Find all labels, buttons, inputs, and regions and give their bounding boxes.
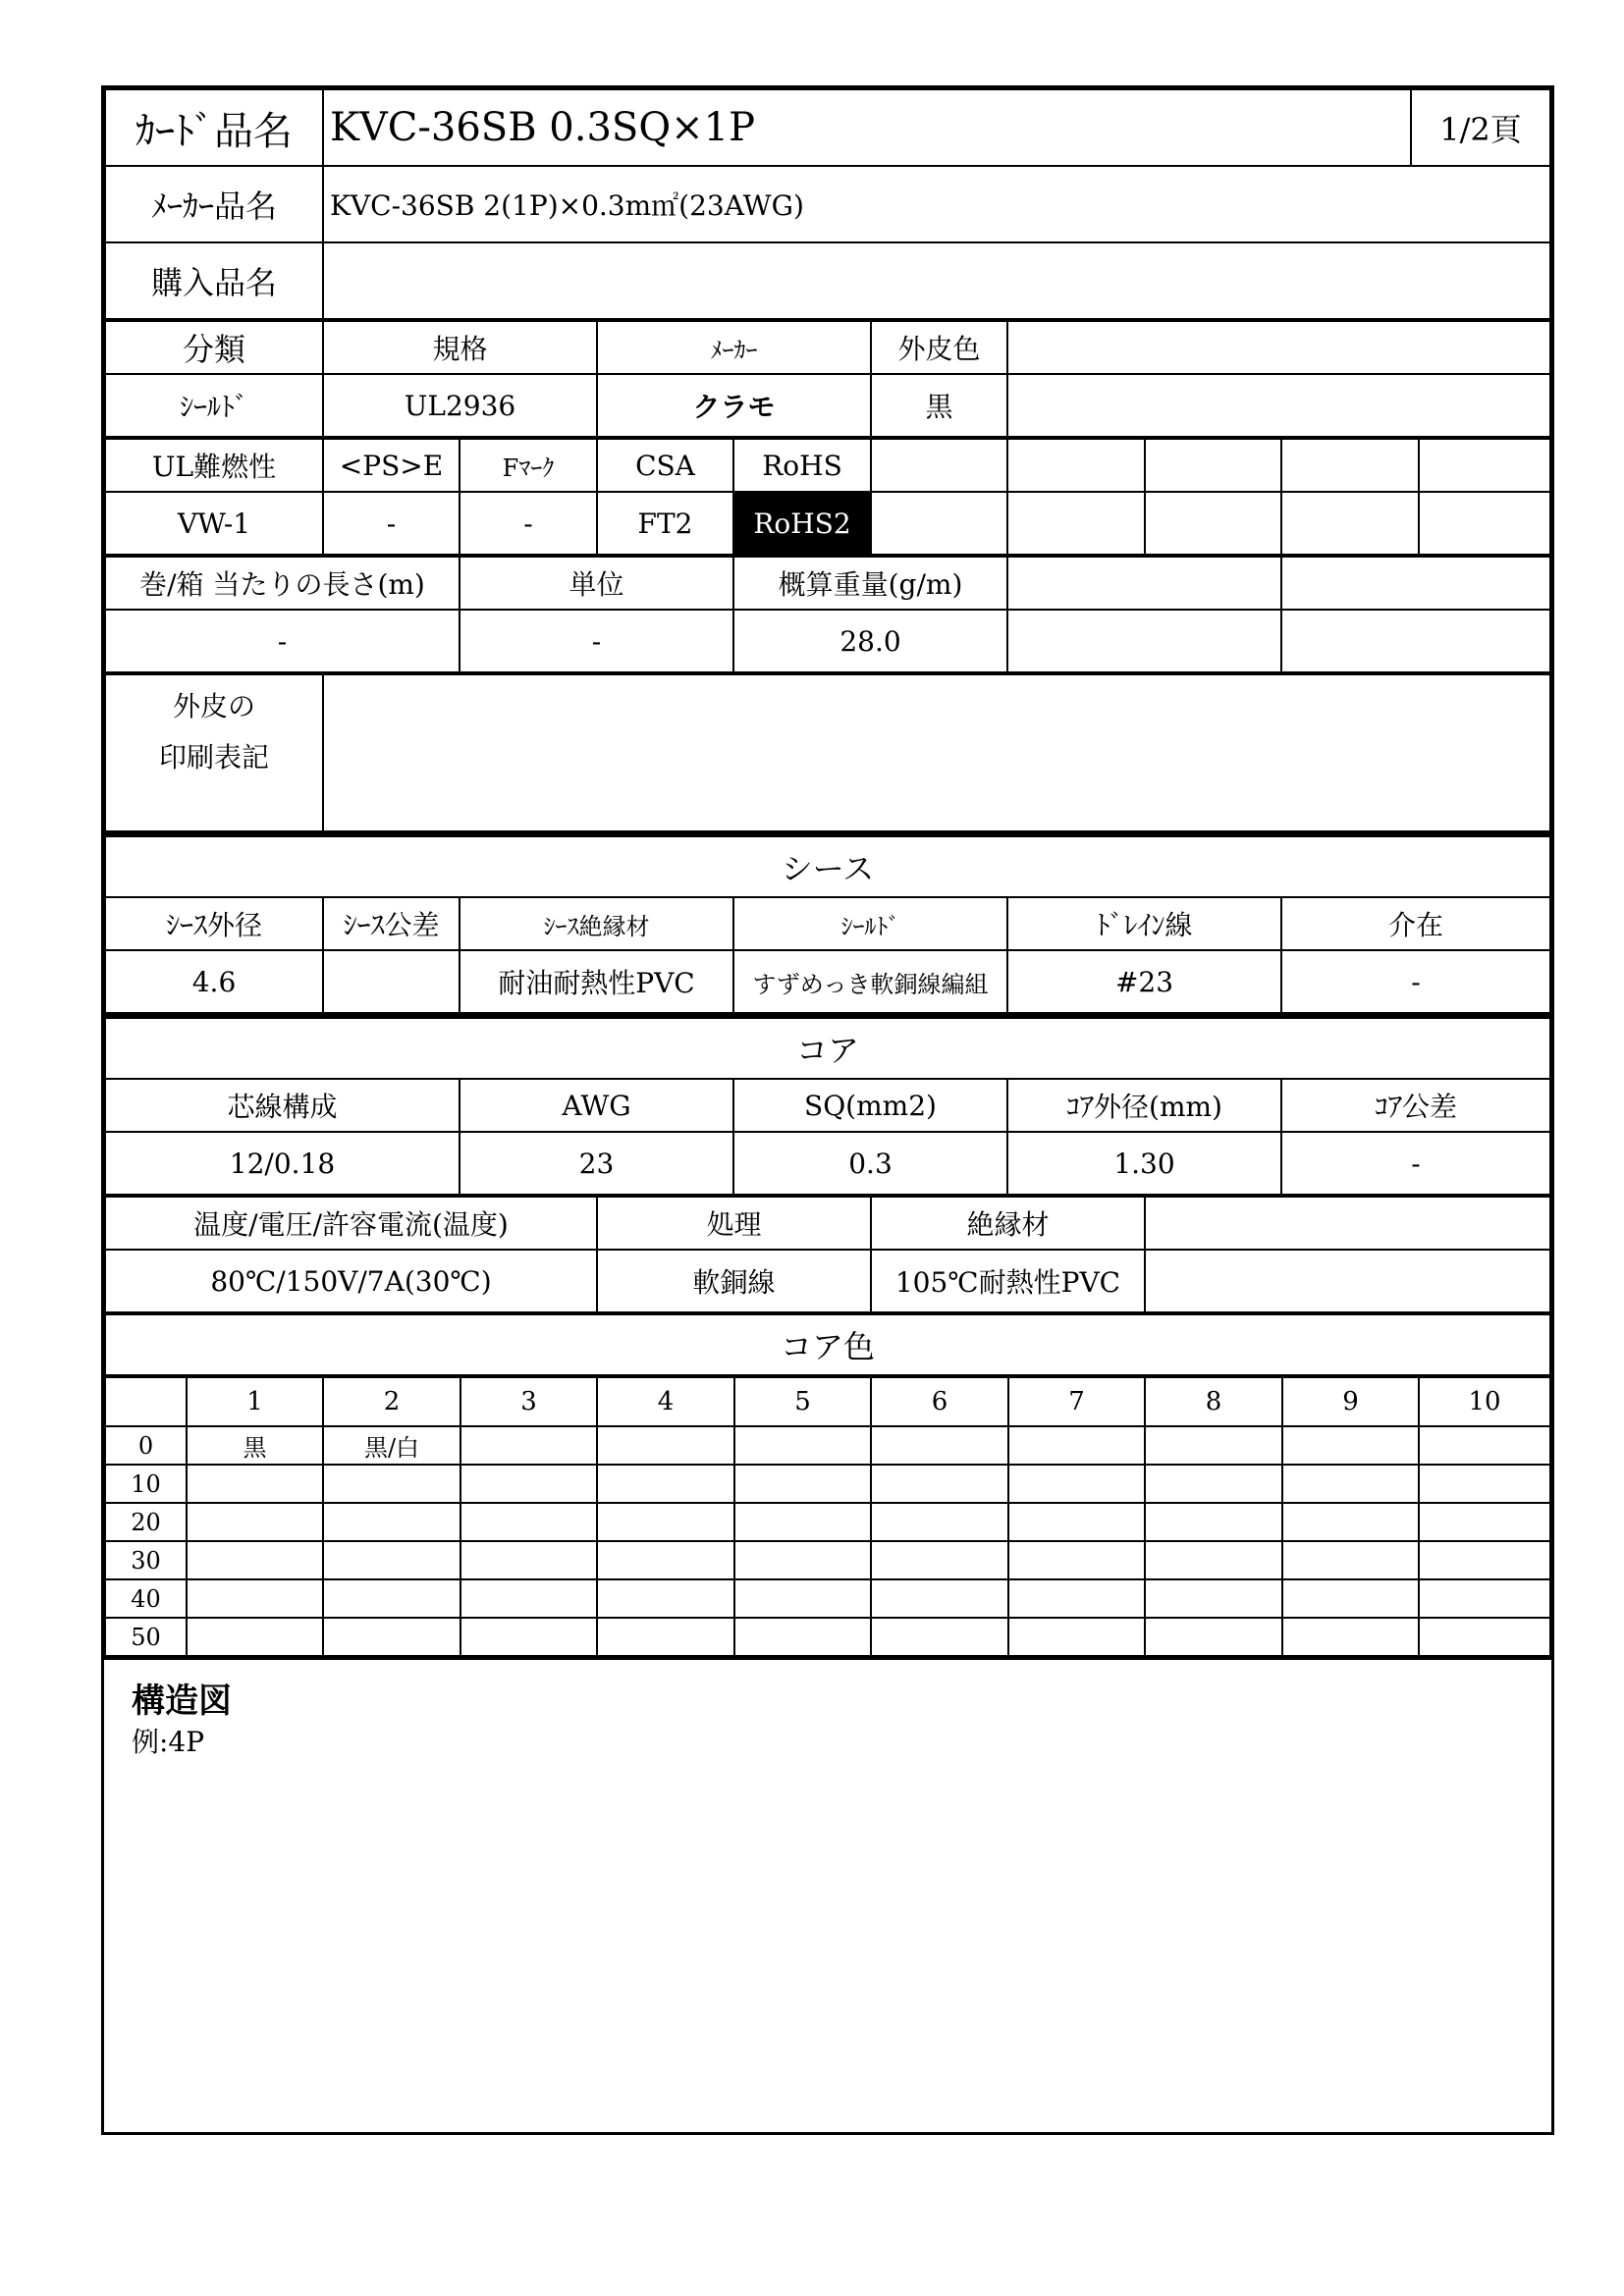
core-color-cell	[1145, 1618, 1282, 1656]
filler-value: -	[1281, 950, 1550, 1013]
core-color-col-header: 3	[460, 1377, 597, 1426]
blank-cell	[1419, 439, 1550, 492]
core-color-col-header: 7	[1008, 1377, 1145, 1426]
core-color-cell	[323, 1579, 460, 1618]
core-color-cell	[1008, 1579, 1145, 1618]
core-color-cell	[1282, 1618, 1419, 1656]
core-color-cell	[187, 1579, 323, 1618]
core-color-cell: 黒	[187, 1426, 323, 1465]
core-od-label: ｺｱ外径(mm)	[1007, 1079, 1281, 1132]
print-marking-label	[105, 674, 323, 831]
blank-cell	[1007, 321, 1550, 374]
core-color-col-header: 1	[187, 1377, 323, 1426]
core-color-row-label: 0	[105, 1426, 187, 1465]
core-color-cell: 黒/白	[323, 1426, 460, 1465]
blank-cell	[1145, 1250, 1550, 1312]
core-color-cell	[597, 1503, 734, 1541]
card-name-label: ｶｰﾄﾞ品名	[105, 89, 323, 166]
ul-flame-value: VW-1	[105, 492, 323, 555]
insulation-label: 絶縁材	[871, 1197, 1145, 1250]
blank-cell	[1007, 492, 1145, 555]
shield-label: ｼｰﾙﾄﾞ	[733, 897, 1007, 950]
print-marking-value	[323, 674, 1550, 831]
core-color-cell	[460, 1426, 597, 1465]
core-color-cell	[1419, 1426, 1550, 1465]
blank-cell	[1145, 492, 1281, 555]
awg-label: AWG	[460, 1079, 733, 1132]
blank-cell	[1007, 374, 1550, 437]
core-color-col-header: 9	[1282, 1377, 1419, 1426]
core-color-cell	[871, 1541, 1008, 1579]
core-color-cell	[734, 1579, 871, 1618]
core-tolerance-label: ｺｱ公差	[1281, 1079, 1550, 1132]
core-color-cell	[1008, 1503, 1145, 1541]
core-color-cell	[871, 1465, 1008, 1503]
pse-label: <PS>E	[323, 439, 460, 492]
core-color-cell	[1008, 1426, 1145, 1465]
sq-value: 0.3	[733, 1132, 1007, 1195]
blank-cell	[1419, 492, 1550, 555]
maker-label: ﾒｰｶｰ	[597, 321, 871, 374]
core-color-row-label: 40	[105, 1579, 187, 1618]
core-color-cell	[460, 1618, 597, 1656]
sq-label: SQ(mm2)	[733, 1079, 1007, 1132]
core-color-col-header: 5	[734, 1377, 871, 1426]
core-color-cell	[187, 1618, 323, 1656]
core-color-cell	[1145, 1541, 1282, 1579]
core-color-col-header: 2	[323, 1377, 460, 1426]
core-color-cell	[1419, 1618, 1550, 1656]
blank-cell	[1145, 439, 1281, 492]
core-color-row-label: 20	[105, 1503, 187, 1541]
core-color-cell	[1008, 1618, 1145, 1656]
core-color-row-label: 30	[105, 1541, 187, 1579]
core-color-col-header: 8	[1145, 1377, 1282, 1426]
filler-label: 介在	[1281, 897, 1550, 950]
jacket-color-value: 黒	[871, 374, 1007, 437]
unit-value: -	[460, 610, 733, 672]
blank-cell	[1145, 1197, 1550, 1250]
core-color-row	[105, 1426, 1550, 1465]
print-marking-table	[104, 673, 1551, 832]
awg-value: 23	[460, 1132, 733, 1195]
header-table	[104, 88, 1551, 320]
f-mark-value: -	[460, 492, 597, 555]
core-color-row	[105, 1465, 1550, 1503]
sheath-table	[104, 832, 1551, 1014]
core-color-cell	[323, 1503, 460, 1541]
core-color-cell	[597, 1426, 734, 1465]
core-color-cell	[597, 1618, 734, 1656]
standard-label: 規格	[323, 321, 597, 374]
shield-value: すずめっき軟銅線編組	[733, 950, 1007, 1013]
core-color-table	[104, 1376, 1551, 1657]
core-color-cell	[597, 1579, 734, 1618]
core-section-title: コア	[105, 1017, 1550, 1080]
core-color-cell	[323, 1541, 460, 1579]
blank-cell	[871, 492, 1007, 555]
maker-value: クラモ	[597, 374, 871, 437]
blank-cell	[871, 439, 1007, 492]
core-color-cell	[187, 1465, 323, 1503]
purchase-name-label: 購入品名	[105, 242, 323, 319]
core-color-cell	[734, 1465, 871, 1503]
page-number: 1/2頁	[1411, 89, 1550, 166]
core-tolerance-value: -	[1281, 1132, 1550, 1195]
conductor-construction-value: 12/0.18	[105, 1132, 460, 1195]
core-color-col-header: 6	[871, 1377, 1008, 1426]
core-color-cell	[323, 1618, 460, 1656]
core-color-cell	[734, 1541, 871, 1579]
unit-label: 単位	[460, 557, 733, 610]
core-color-cell	[1282, 1579, 1419, 1618]
core-color-cell	[187, 1503, 323, 1541]
length-per-reel-value: -	[105, 610, 460, 672]
drain-wire-label: ﾄﾞﾚｲﾝ線	[1007, 897, 1281, 950]
treatment-label: 処理	[597, 1197, 871, 1250]
core-color-cell	[1282, 1503, 1419, 1541]
csa-value: FT2	[597, 492, 733, 555]
core-color-cell	[460, 1465, 597, 1503]
core-color-cell	[734, 1426, 871, 1465]
core-color-row	[105, 1579, 1550, 1618]
core-od-value: 1.30	[1007, 1132, 1281, 1195]
core-table	[104, 1014, 1551, 1196]
pse-value: -	[323, 492, 460, 555]
core-color-cell	[460, 1579, 597, 1618]
core-color-cell	[871, 1426, 1008, 1465]
core-color-cell	[187, 1541, 323, 1579]
structure-title: 構造図	[132, 1682, 232, 1721]
length-per-reel-label: 巻/箱 当たりの長さ(m)	[105, 557, 460, 610]
sheath-od-value: 4.6	[105, 950, 323, 1013]
core-color-row-label: 50	[105, 1618, 187, 1656]
core-color-cell	[1145, 1465, 1282, 1503]
core-color-cell	[734, 1618, 871, 1656]
packaging-table	[104, 556, 1551, 673]
core-color-row	[105, 1503, 1550, 1541]
blank-cell	[1007, 557, 1281, 610]
core-color-cell	[1282, 1541, 1419, 1579]
classification-label: 分類	[105, 321, 323, 374]
conductor-construction-label: 芯線構成	[105, 1079, 460, 1132]
drain-wire-value: #23	[1007, 950, 1281, 1013]
maker-name-value: KVC-36SB 2(1P)×0.3m㎡(23AWG)	[323, 166, 1550, 242]
core-color-row-label: 10	[105, 1465, 187, 1503]
purchase-name-value	[323, 242, 1550, 319]
core-color-row	[105, 1618, 1550, 1656]
structure-example: 例:4P	[132, 1726, 205, 1758]
core-color-section-title: コア色	[105, 1314, 1550, 1375]
standard-value: UL2936	[323, 374, 597, 437]
blank-cell	[1007, 610, 1281, 672]
core-color-cell	[597, 1541, 734, 1579]
core-color-cell	[1419, 1503, 1550, 1541]
core-color-corner	[105, 1377, 187, 1426]
blank-cell	[1281, 439, 1419, 492]
ul-flame-label: UL難燃性	[105, 439, 323, 492]
sheath-tolerance-value	[323, 950, 460, 1013]
insulation-value: 105℃耐熱性PVC	[871, 1250, 1145, 1312]
core-color-cell	[597, 1465, 734, 1503]
certification-table	[104, 438, 1551, 556]
rohs-value: RoHS2	[733, 492, 871, 555]
classification-table	[104, 320, 1551, 438]
structure-section	[104, 1655, 1551, 2132]
blank-cell	[1281, 557, 1550, 610]
core-color-cell	[1419, 1465, 1550, 1503]
core-table-2	[104, 1196, 1551, 1313]
csa-label: CSA	[597, 439, 733, 492]
core-color-col-header: 4	[597, 1377, 734, 1426]
core-color-cell	[871, 1503, 1008, 1541]
sheath-insulation-label: ｼｰｽ絶縁材	[460, 897, 733, 950]
classification-value: ｼｰﾙﾄﾞ	[105, 374, 323, 437]
core-color-cell	[460, 1503, 597, 1541]
blank-cell	[1281, 492, 1419, 555]
weight-label: 概算重量(g/m)	[733, 557, 1007, 610]
card-name-value: KVC-36SB 0.3SQ×1P	[323, 89, 1411, 166]
core-color-cell	[1419, 1541, 1550, 1579]
core-color-cell	[871, 1618, 1008, 1656]
sheath-od-label: ｼｰｽ外径	[105, 897, 323, 950]
sheath-insulation-value: 耐油耐熱性PVC	[460, 950, 733, 1013]
temp-voltage-current-label: 温度/電圧/許容電流(温度)	[105, 1197, 597, 1250]
spec-sheet	[101, 85, 1554, 2135]
core-color-cell	[1145, 1426, 1282, 1465]
core-color-cell	[460, 1541, 597, 1579]
core-color-cell	[734, 1503, 871, 1541]
core-color-col-header: 10	[1419, 1377, 1550, 1426]
sheath-tolerance-label: ｼｰｽ公差	[323, 897, 460, 950]
core-color-row	[105, 1541, 1550, 1579]
core-color-cell	[1008, 1541, 1145, 1579]
core-color-cell	[1145, 1503, 1282, 1541]
treatment-value: 軟銅線	[597, 1250, 871, 1312]
core-color-cell	[323, 1465, 460, 1503]
core-color-cell	[1008, 1465, 1145, 1503]
core-color-cell	[871, 1579, 1008, 1618]
weight-value: 28.0	[733, 610, 1007, 672]
rohs-label: RoHS	[733, 439, 871, 492]
f-mark-label: Fﾏｰｸ	[460, 439, 597, 492]
core-color-title-table	[104, 1313, 1551, 1376]
print-marking-label-line1: 外皮の	[172, 690, 255, 722]
blank-cell	[1281, 610, 1550, 672]
sheath-section-title: シース	[105, 835, 1550, 898]
jacket-color-label: 外皮色	[871, 321, 1007, 374]
maker-name-label: ﾒｰｶｰ品名	[105, 166, 323, 242]
print-marking-label-line2: 印刷表記	[158, 741, 269, 774]
core-color-cell	[1282, 1465, 1419, 1503]
core-color-cell	[1282, 1426, 1419, 1465]
temp-voltage-current-value: 80℃/150V/7A(30℃)	[105, 1250, 597, 1312]
core-color-cell	[1419, 1579, 1550, 1618]
core-color-cell	[1145, 1579, 1282, 1618]
blank-cell	[1007, 439, 1145, 492]
